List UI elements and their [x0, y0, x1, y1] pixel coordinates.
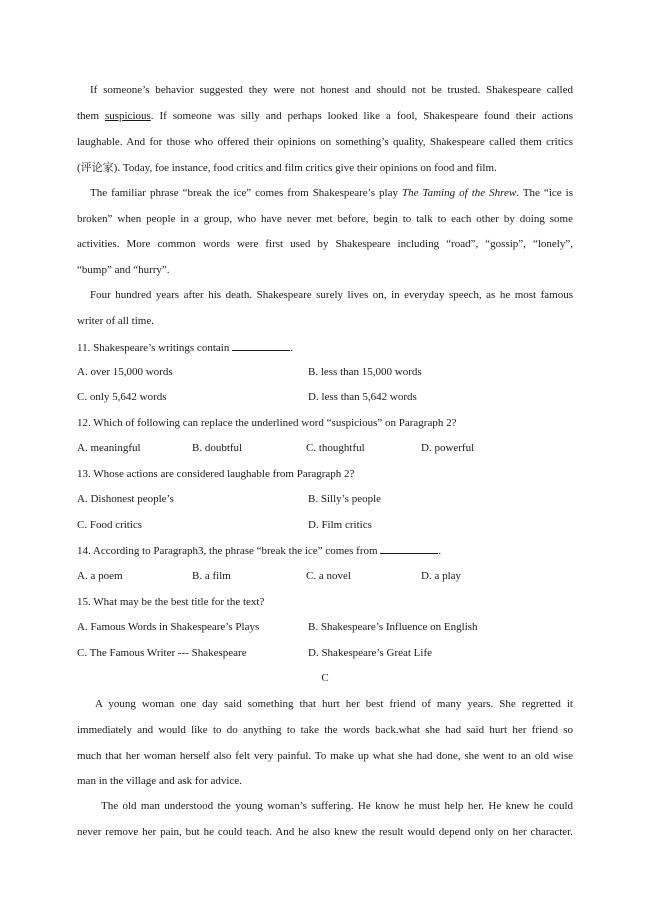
option-d: D. powerful [421, 442, 475, 454]
option-d: D. a play [421, 570, 462, 582]
question-stem: 13. Whose actions are considered laughable from Paragraph 2? [77, 468, 355, 480]
paragraph-line: immediately and would like to do anything to take the words back.what she had said hurt her friend so [77, 724, 573, 736]
question-stem: 12. Which of following can replace the underlined word “suspicious” on Paragraph 2? [77, 417, 457, 429]
option-a: A. meaningful [77, 442, 141, 454]
option-c: C. thoughtful [306, 442, 365, 454]
text-span: The familiar phrase “break the ice” comes from Shakespeare’s play [90, 187, 402, 199]
option-a: A. a poem [77, 570, 123, 582]
paragraph-line: much that her woman herself also felt very painful. To make up what she had done, she went to an old wise [77, 750, 573, 762]
play-title: The Taming of the Shrew [401, 187, 517, 199]
paragraph-line: man in the village and ask for advice. [77, 775, 242, 787]
paragraph-line: laughable. And for those who offered their opinions on something’s quality, Shakespeare called them critics [77, 136, 573, 148]
option-a: A. over 15,000 words [77, 366, 173, 378]
question-stem [77, 543, 573, 558]
text-span: . [290, 342, 293, 354]
paragraph-line: never remove her pain, but he could teach. And he also knew the result would depend only on her character. [77, 826, 573, 838]
option-a: A. Famous Words in Shakespeare’s Plays [77, 621, 260, 633]
option-b: B. Shakespeare’s Influence on English [308, 621, 478, 633]
paragraph-line: The old man understood the young woman’s suffering. He know he must help her. He knew he could [101, 800, 573, 812]
option-c: C. The Famous Writer --- Shakespeare [77, 647, 247, 659]
paragraph-line: activities. More common words were first used by Shakespeare including “road”, “gossip”, “lonely”, [77, 238, 573, 250]
text-span: them [77, 110, 105, 122]
question-stem: 15. What may be the best title for the text? [77, 596, 265, 608]
option-b: B. doubtful [192, 442, 243, 454]
option-a: A. Dishonest people’s [77, 493, 174, 505]
option-b: B. less than 15,000 words [308, 366, 422, 378]
option-c: C. Food critics [77, 519, 143, 531]
option-d: D. Film critics [308, 519, 372, 531]
paragraph-line: A young woman one day said something that hurt her best friend of many years. She regretted it [95, 698, 573, 710]
paragraph-line: “bump” and “hurry”. [77, 264, 170, 276]
text-span: 14. According to Paragraph3, the phrase “break the ice” comes from [77, 545, 378, 557]
paragraph-line: writer of all time. [77, 315, 154, 327]
answer-blank [380, 543, 438, 554]
question-stem [77, 340, 573, 355]
answer-blank [232, 340, 290, 351]
option-c: C. only 5,642 words [77, 391, 167, 403]
paragraph-line: Four hundred years after his death. Shakespeare surely lives on, in everyday speech, as he most famous [90, 289, 573, 301]
paragraph-line: broken” when people in a group, who have never met before, begin to talk to each other by doing some [77, 213, 573, 225]
option-c: C. a novel [306, 570, 351, 582]
text-span: . If someone was silly and perhaps looked like a fool, Shakespeare found their actions [150, 110, 573, 122]
text-span: . The “ice is [516, 187, 573, 199]
option-b: B. a film [192, 570, 231, 582]
paragraph-line: If someone’s behavior suggested they were not honest and should not be trusted. Shakespeare called [90, 84, 573, 96]
paragraph-line [77, 109, 573, 123]
section-heading: C [321, 672, 329, 684]
paragraph-line [90, 186, 573, 200]
paragraph-line: (评论家). Today, foe instance, food critics and film critics give their opinions on food and film. [77, 162, 497, 174]
text-span: . [438, 545, 442, 557]
underlined-word-suspicious: suspicious [104, 110, 151, 122]
text-span: 11. Shakespeare’s writings contain [77, 342, 230, 354]
option-b: B. Silly’s people [308, 493, 382, 505]
option-d: D. Shakespeare’s Great Life [308, 647, 433, 659]
option-d: D. less than 5,642 words [308, 391, 417, 403]
